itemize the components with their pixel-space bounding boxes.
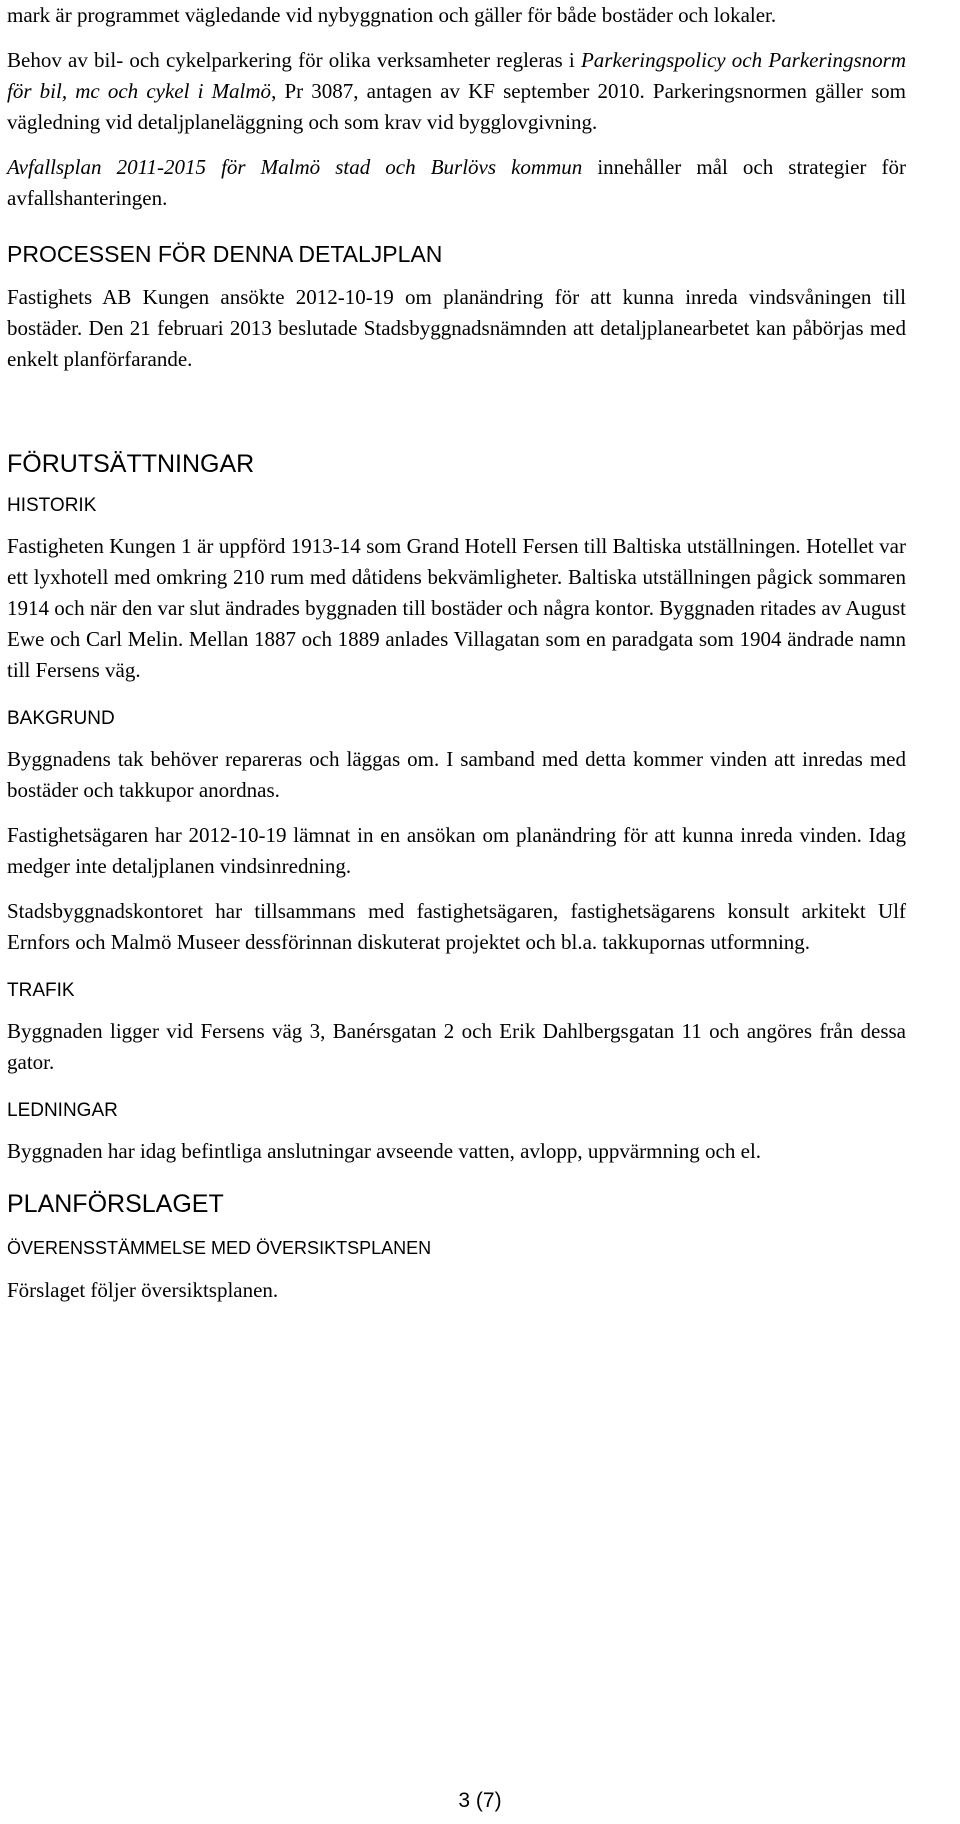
intro-paragraph-1: mark är programmet vägledande vid nybyggnation och gäller för både bostäder och lokaler. (7, 3, 777, 27)
bakgrund-paragraph-3: Stadsbyggnadskontoret har tillsammans med fastighetsägaren, fastighetsägarens konsult arkitekt Ulf Ernfors och Malmö Museer dessförinnan diskuterat projektet och bl.a. takkupornas utformning. (7, 899, 906, 954)
bakgrund-heading: BAKGRUND (7, 708, 115, 729)
ledningar-heading: LEDNINGAR (7, 1100, 118, 1121)
historik-text: Fastigheten Kungen 1 är uppförd 1913-14 som Grand Hotell Fersen till Baltiska utställningen. Hotellet var ett lyxhotell med omkring 210 rum med dåtidens bekvämligheter. Baltiska utställningen pågick sommaren 1914 och när den var slut ändrades byggnaden till bostäder och några kontor. Byggnaden ritades av August Ewe och Carl Melin. Mellan 1887 och 1889 anlades Villagatan som en paradgata som 1904 ändrade namn till Fersens väg. (7, 534, 906, 682)
bakgrund-paragraph-2: Fastighetsägaren har 2012-10-19 lämnat in en ansökan om planändring för att kunna inreda vinden. Idag medger inte detaljplanen vindsinredning. (7, 823, 906, 878)
parkeringspolicy-title: Parkeringspolicy och Parkeringsnorm för bil, mc och cykel i Malmö (7, 48, 906, 103)
bakgrund-paragraph-1: Byggnadens tak behöver repareras och läggas om. I samband med detta kommer vinden att inredas med bostäder och takkupor anordnas. (7, 747, 906, 802)
intro-paragraph-3 (7, 152, 906, 214)
processen-heading: PROCESSEN FÖR DENNA DETALJPLAN (7, 241, 443, 267)
oversiktsplan-heading: ÖVERENSSTÄMMELSE MED ÖVERSIKTSPLANEN (7, 1238, 432, 1258)
processen-text: Fastighets AB Kungen ansökte 2012-10-19 om planändring för att kunna inreda vindsvåningen till bostäder. Den 21 februari 2013 beslutade Stadsbyggnadsnämnden att detaljplanearbetet kan påbörjas med enkelt planförfarande. (7, 285, 906, 371)
page-number: 3 (7) (458, 1789, 502, 1812)
ledningar-text: Byggnaden har idag befintliga anslutningar avseende vatten, avlopp, uppvärmning och el. (7, 1139, 762, 1163)
oversiktsplan-text: Förslaget följer översiktsplanen. (7, 1278, 279, 1302)
trafik-text: Byggnaden ligger vid Fersens väg 3, Banérsgatan 2 och Erik Dahlbergsgatan 11 och angöres från dessa gator. (7, 1019, 906, 1074)
forutsattningar-heading: FÖRUTSÄTTNINGAR (7, 450, 255, 478)
intro-paragraph-3-rest: innehåller mål och strategier för avfallshanteringen. (7, 155, 906, 210)
intro-paragraph-2-lead: Behov av bil- och cykelparkering för olika verksamheter regleras i (7, 48, 581, 72)
intro-paragraph-2 (7, 45, 906, 138)
avfallsplan-title: Avfallsplan 2011-2015 för Malmö stad och Burlövs kommun (7, 155, 583, 179)
intro-paragraph-2-rest: , Pr 3087, antagen av KF september 2010. Parkeringsnormen gäller som vägledning vid detaljplaneläggning och som krav vid bygglovgivning. (7, 79, 906, 134)
trafik-heading: TRAFIK (7, 980, 75, 1001)
planforslaget-heading: PLANFÖRSLAGET (7, 1190, 224, 1218)
historik-heading: HISTORIK (7, 495, 97, 516)
